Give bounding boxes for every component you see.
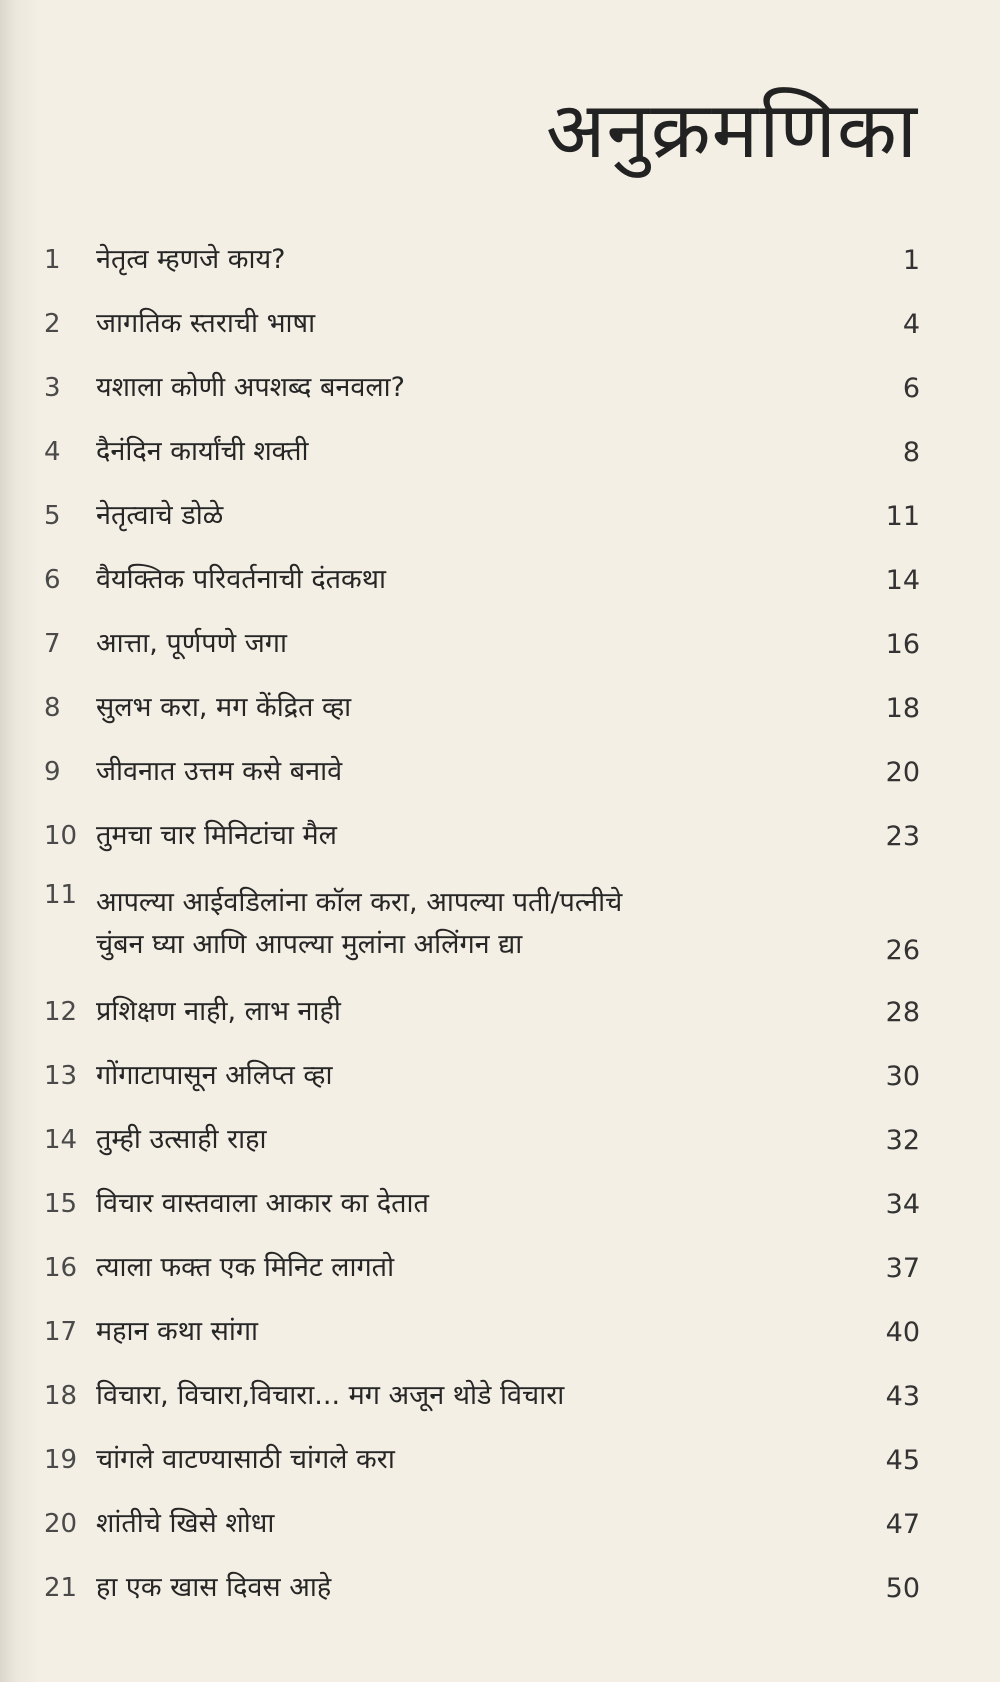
toc-entry-page-number: 45 [885, 1444, 920, 1476]
toc-entry-number: 19 [44, 1445, 78, 1475]
toc-entry-number: 10 [44, 821, 78, 851]
toc-entry-title: आपल्या आईवडिलांना कॉल करा, आपल्या पती/पत्नीचे चुंबन घ्या आणि आपल्या मुलांना अलिंगन द्या [96, 887, 623, 961]
toc-entry [44, 1364, 920, 1428]
toc-entry-title: जागतिक स्तराची भाषा [96, 308, 316, 340]
toc-entry-title: विचार वास्तवाला आकार का देतात [96, 1188, 429, 1220]
toc-entry-title: गोंगाटापासून अलिप्त व्हा [96, 1060, 333, 1092]
toc-entry-title: प्रशिक्षण नाही, लाभ नाही [96, 996, 341, 1028]
toc-entry-title: त्याला फक्त एक मिनिट लागतो [96, 1252, 395, 1284]
toc-entry-page-number: 1 [902, 244, 920, 276]
toc-entry [44, 612, 920, 676]
toc-entry-page-number: 47 [885, 1508, 920, 1540]
toc-entry [44, 1236, 920, 1300]
toc-entry-title: तुम्ही उत्साही राहा [96, 1124, 267, 1156]
toc-entry-number: 8 [44, 693, 61, 723]
toc-entry-number: 7 [44, 629, 61, 659]
toc-entry-number: 14 [44, 1125, 78, 1155]
toc-entry [44, 676, 920, 740]
toc-entry [44, 1492, 920, 1556]
toc-entry-title: यशाला कोणी अपशब्द बनवला? [96, 372, 405, 404]
page-title: अनुक्रमणिका [545, 86, 918, 176]
toc-entry [44, 1300, 920, 1364]
table-of-contents [44, 228, 920, 1620]
toc-entry-page-number: 11 [885, 500, 920, 532]
toc-entry-page-number: 8 [902, 436, 920, 468]
toc-entry-title: तुमचा चार मिनिटांचा मैल [96, 820, 337, 852]
toc-entry [44, 740, 920, 804]
toc-entry [44, 420, 920, 484]
toc-entry-page-number: 23 [885, 820, 920, 852]
toc-entry [44, 1172, 920, 1236]
toc-entry-number: 3 [44, 373, 61, 403]
toc-entry-page-number: 14 [885, 564, 920, 596]
toc-entry-number: 21 [44, 1573, 78, 1603]
toc-entry-page-number: 43 [885, 1380, 920, 1412]
toc-entry-page-number: 37 [885, 1252, 920, 1284]
toc-entry-number: 18 [44, 1381, 78, 1411]
toc-entry [44, 980, 920, 1044]
toc-entry-number: 17 [44, 1317, 78, 1347]
toc-entry-page-number: 28 [885, 996, 920, 1028]
toc-entry-title: दैनंदिन कार्यांची शक्ती [96, 436, 309, 468]
toc-entry-title: वैयक्तिक परिवर्तनाची दंतकथा [96, 564, 387, 596]
toc-entry [44, 1108, 920, 1172]
toc-entry-page-number: 50 [885, 1572, 920, 1604]
toc-entry [44, 228, 920, 292]
toc-entry-number: 12 [44, 997, 78, 1027]
toc-entry [44, 868, 920, 980]
toc-entry-number: 9 [44, 757, 61, 787]
toc-entry-number: 11 [44, 880, 78, 910]
toc-entry-number: 4 [44, 437, 61, 467]
toc-entry-page-number: 40 [885, 1316, 920, 1348]
toc-entry-page-number: 4 [902, 308, 920, 340]
toc-entry-number: 6 [44, 565, 61, 595]
toc-entry [44, 1428, 920, 1492]
toc-entry-page-number: 6 [902, 372, 920, 404]
toc-entry-page-number: 30 [885, 1060, 920, 1092]
toc-entry-number: 13 [44, 1061, 78, 1091]
toc-entry-title: नेतृत्व म्हणजे काय? [96, 244, 286, 276]
toc-entry-number: 16 [44, 1253, 78, 1283]
toc-entry-page-number: 16 [885, 628, 920, 660]
toc-entry-page-number: 26 [885, 935, 920, 966]
toc-entry-page-number: 34 [885, 1188, 920, 1220]
toc-entry-page-number: 18 [885, 692, 920, 724]
toc-entry-title: चांगले वाटण्यासाठी चांगले करा [96, 1444, 395, 1476]
toc-entry [44, 356, 920, 420]
toc-entry-number: 2 [44, 309, 61, 339]
toc-entry-title: नेतृत्वाचे डोळे [96, 500, 224, 532]
toc-entry-title: आत्ता, पूर्णपणे जगा [96, 628, 287, 660]
toc-entry-page-number: 32 [885, 1124, 920, 1156]
toc-entry-title: हा एक खास दिवस आहे [96, 1572, 332, 1604]
toc-entry-number: 5 [44, 501, 61, 531]
toc-entry-number: 1 [44, 245, 61, 275]
toc-entry-number: 20 [44, 1509, 78, 1539]
toc-entry-title: महान कथा सांगा [96, 1316, 259, 1348]
toc-entry [44, 548, 920, 612]
toc-entry [44, 292, 920, 356]
toc-entry-title: जीवनात उत्तम कसे बनावे [96, 756, 343, 788]
toc-entry-title: सुलभ करा, मग केंद्रित व्हा [96, 692, 352, 724]
toc-entry [44, 484, 920, 548]
toc-entry-number: 15 [44, 1189, 78, 1219]
toc-entry [44, 1044, 920, 1108]
toc-entry-page-number: 20 [885, 756, 920, 788]
toc-entry [44, 1556, 920, 1620]
toc-entry-title: विचारा, विचारा,विचारा... मग अजून थोडे विचारा [96, 1380, 565, 1412]
toc-entry [44, 804, 920, 868]
toc-entry-title: शांतीचे खिसे शोधा [96, 1508, 275, 1540]
